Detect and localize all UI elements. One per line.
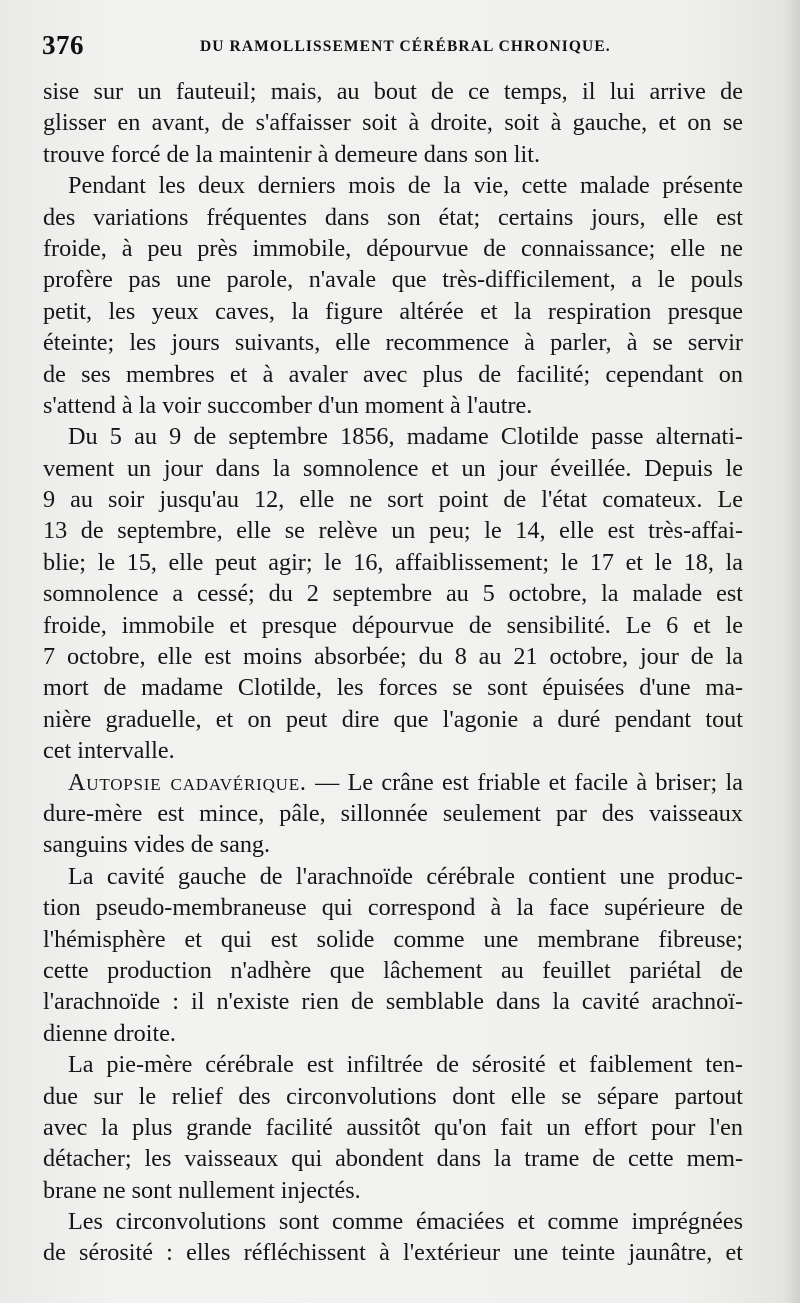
paragraph-start-line: La pie-mère cérébrale est infiltrée de sérosité et faiblement ten- xyxy=(68,1051,743,1079)
text-line: froide, immobile et presque dépourvue de sensibilité. Le 6 et le xyxy=(43,611,743,639)
text-line: vement un jour dans la somnolence et un jour éveillée. Depuis le xyxy=(43,454,743,482)
text-line: sise sur un fauteuil; mais, au bout de ce temps, il lui arrive de xyxy=(43,78,743,105)
text-line: mort de madame Clotilde, les forces se sont épuisées d'une ma- xyxy=(43,674,743,702)
autopsy-heading: Autopsie cadavérique. xyxy=(68,768,307,796)
text-line: brane ne sont nullement injectés. xyxy=(43,1176,361,1204)
paragraph-start-line: Du 5 au 9 de septembre 1856, madame Clotilde passe alternati- xyxy=(68,423,743,451)
text-line: de sérosité : elles réfléchissent à l'extérieur une teinte jaunâtre, et xyxy=(43,1239,743,1267)
text-line: glisser en avant, de s'affaisser soit à droite, soit à gauche, et on se xyxy=(43,109,743,137)
autopsy-text: — Le crâne est friable et facile à briser; la xyxy=(306,768,743,796)
text-line: de ses membres et à avaler avec plus de facilité; cependant on xyxy=(43,360,743,388)
text-line: l'arachnoïde : il n'existe rien de semblable dans la cavité arachnoï- xyxy=(43,988,743,1016)
text-line: 7 octobre, elle est moins absorbée; du 8 au 21 octobre, jour de la xyxy=(43,643,743,671)
page-number: 376 xyxy=(42,30,84,60)
text-line: dure-mère est mince, pâle, sillonnée seulement par des vaisseaux xyxy=(43,799,743,827)
text-line: sanguins vides de sang. xyxy=(43,831,271,859)
running-head xyxy=(42,30,762,70)
text-line: 13 de septembre, elle se relève un peu; le 14, elle est très-affai- xyxy=(43,517,743,545)
paragraph-start-line: Les circonvolutions sont comme émaciées et comme imprégnées xyxy=(68,1208,743,1236)
text-line: 9 au soir jusqu'au 12, elle ne sort point de l'état comateux. Le xyxy=(43,486,743,514)
text-line: due sur le relief des circonvolutions dont elle se sépare partout xyxy=(43,1082,743,1110)
paragraph-start-line: Pendant les deux derniers mois de la vie, cette malade présente xyxy=(68,172,743,200)
text-line: profère pas une parole, n'avale que très-difficilement, a le pouls xyxy=(43,266,743,294)
text-line: l'hémisphère et qui est solide comme une membrane fibreuse; xyxy=(43,925,743,953)
autopsy-line xyxy=(43,767,743,798)
text-line: dienne droite. xyxy=(43,1019,176,1047)
text-line: froide, à peu près immobile, dépourvue de connaissance; elle ne xyxy=(43,234,743,262)
text-line: s'attend à la voir succomber d'un moment à l'autre. xyxy=(43,391,533,419)
text-line: blie; le 15, elle peut agir; le 16, affaiblissement; le 17 et le 18, la xyxy=(43,548,743,576)
text-line: des variations fréquentes dans son état; certains jours, elle est xyxy=(43,203,743,231)
text-line: avec la plus grande facilité aussitôt qu'on fait un effort pour l'en xyxy=(43,1113,743,1141)
text-line: petit, les yeux caves, la figure altérée et la respiration presque xyxy=(43,297,743,325)
body-text xyxy=(43,76,743,1269)
page-edge-shadow xyxy=(782,0,800,1303)
text-line: cette production n'adhère que lâchement au feuillet pariétal de xyxy=(43,956,743,984)
text-line: somnolence a cessé; du 2 septembre au 5 octobre, la malade est xyxy=(43,580,743,608)
running-head-title: DU RAMOLLISSEMENT CÉRÉBRAL CHRONIQUE. xyxy=(200,38,611,55)
text-line: nière graduelle, et on peut dire que l'agonie a duré pendant tout xyxy=(43,705,743,733)
paragraph-start-line: La cavité gauche de l'arachnoïde cérébrale contient une produc- xyxy=(68,862,743,890)
text-line: tion pseudo-membraneuse qui correspond à la face supérieure de xyxy=(43,894,743,922)
text-line: détacher; les vaisseaux qui abondent dans la trame de cette mem- xyxy=(43,1145,743,1173)
text-line: trouve forcé de la maintenir à demeure dans son lit. xyxy=(43,140,541,168)
text-line: éteinte; les jours suivants, elle recommence à parler, à se servir xyxy=(43,329,743,357)
text-line: cet intervalle. xyxy=(43,737,175,765)
